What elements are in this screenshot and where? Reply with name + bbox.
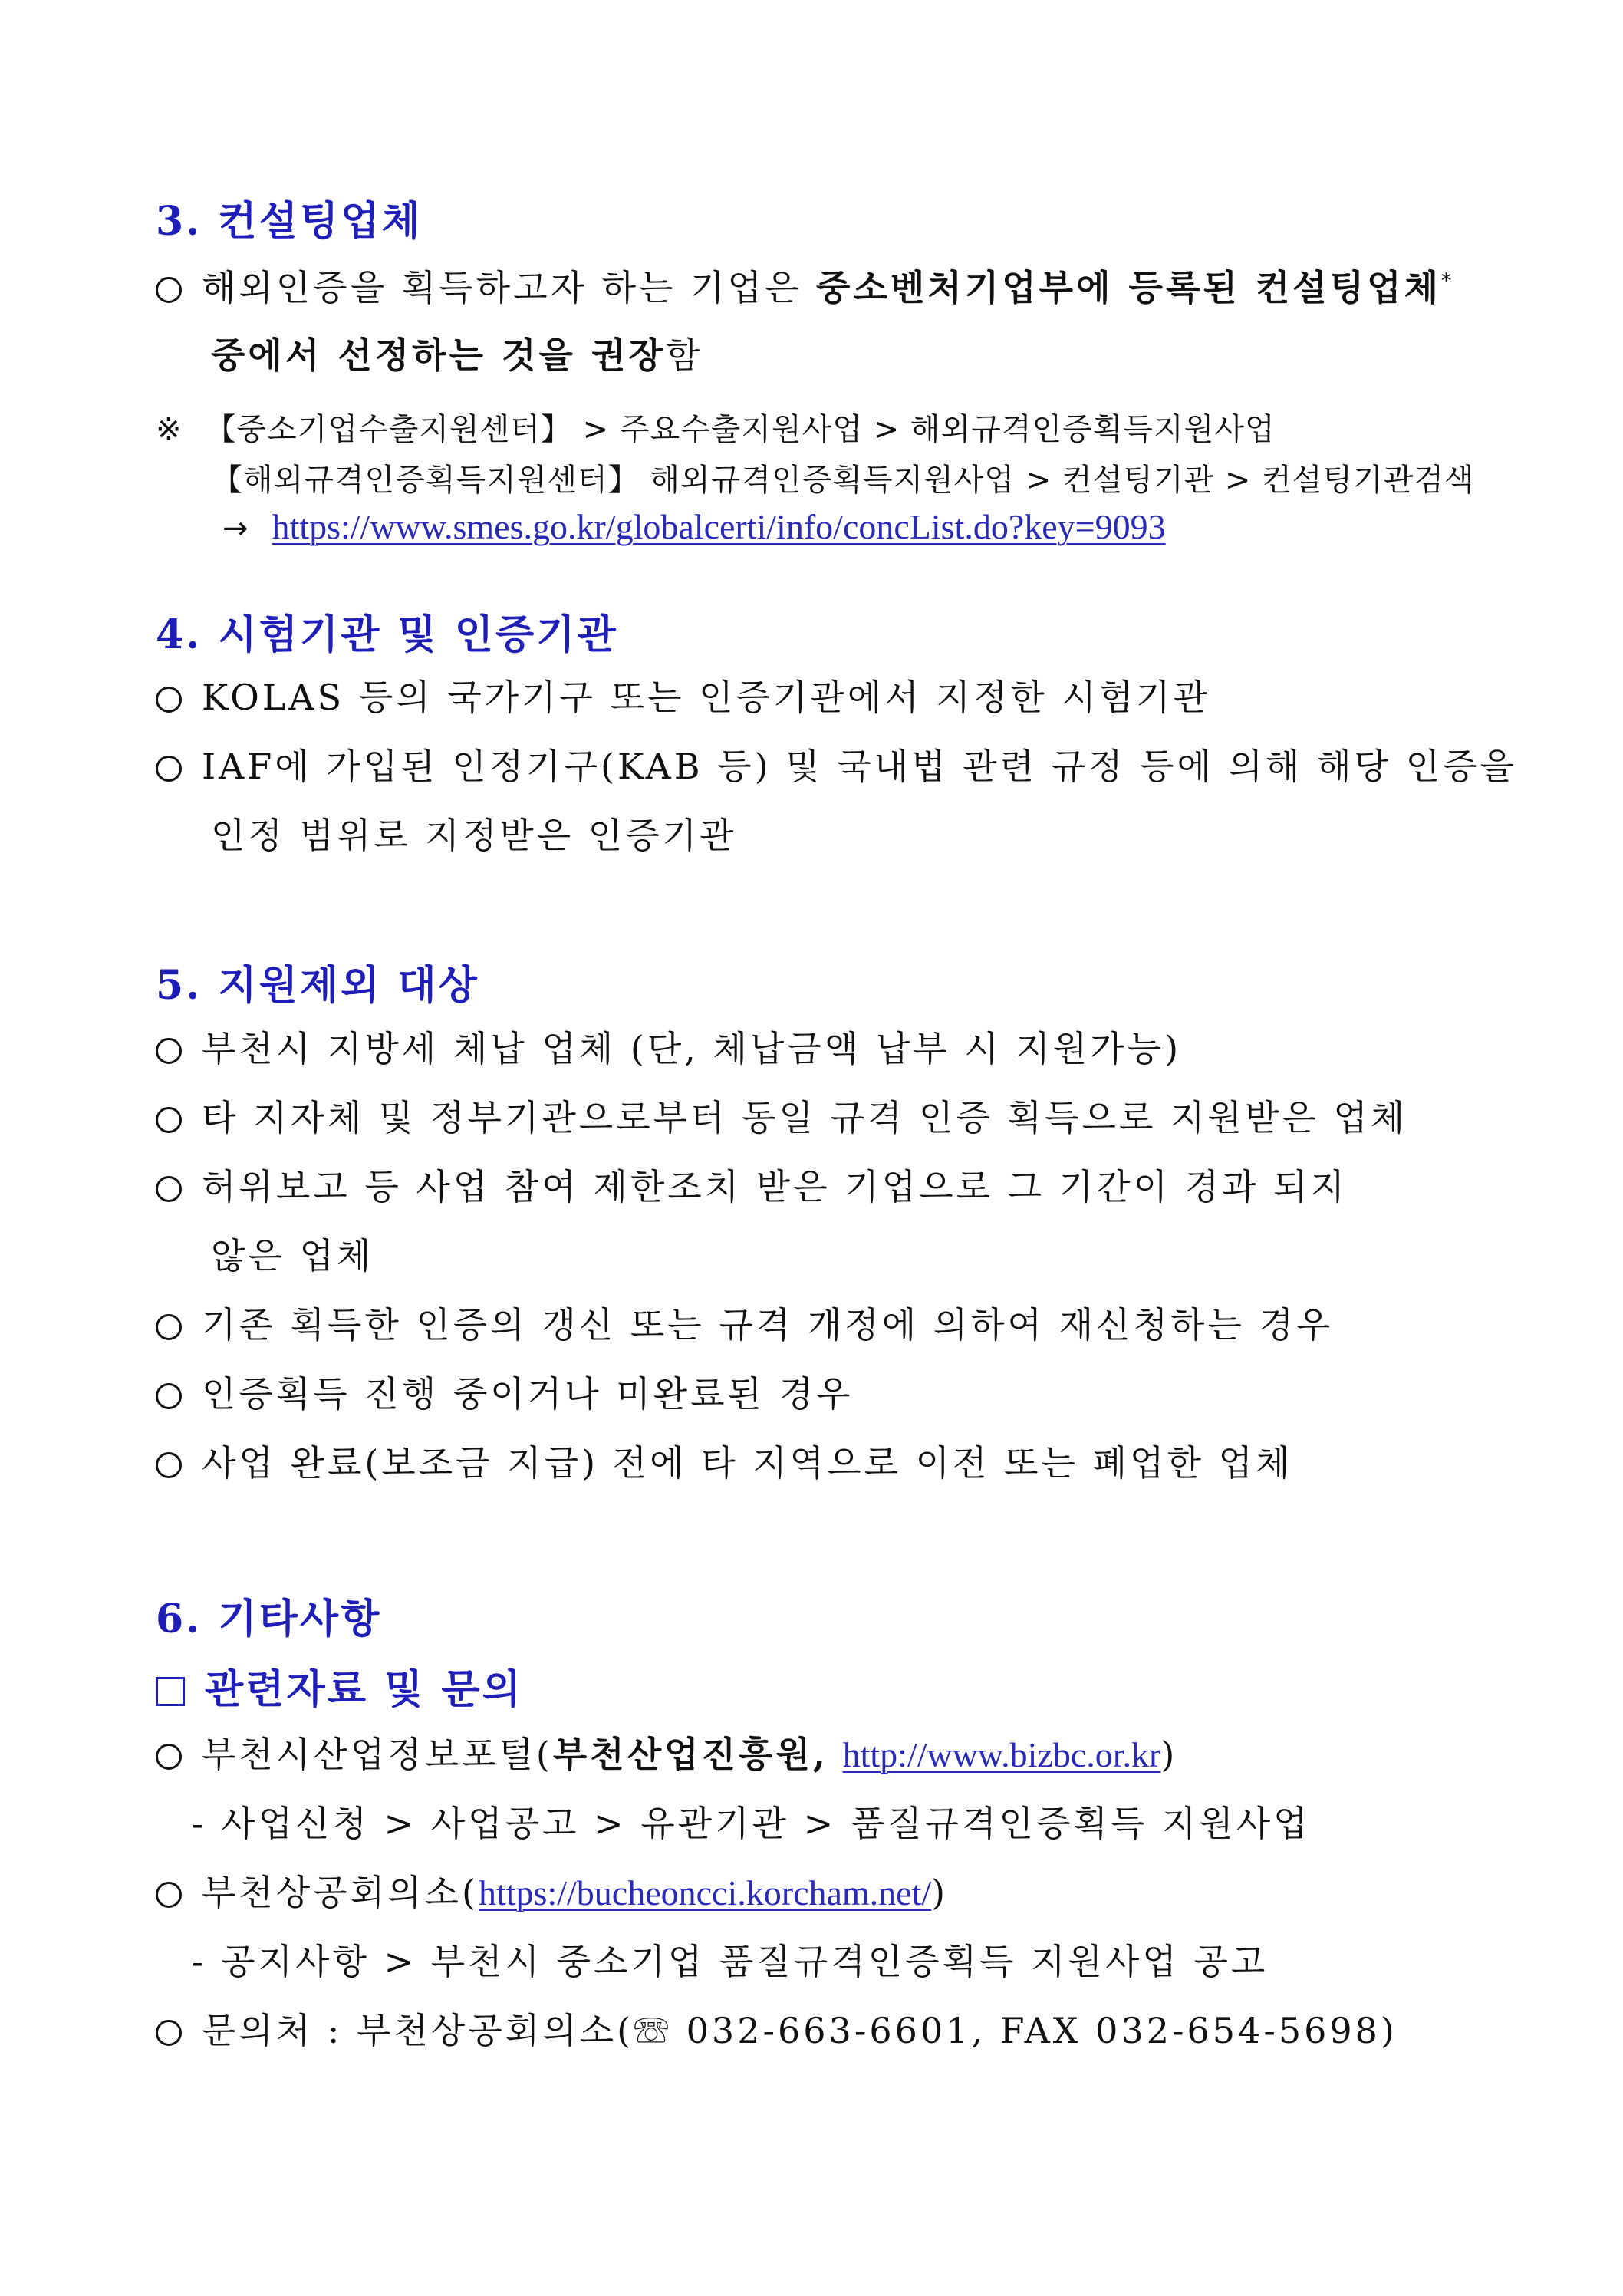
section-6-item-1: 부천시산업정보포털(부천산업진흥원, http://www.bizbc.or.kr) — [156, 1737, 1177, 1773]
section-6-title: 6. 기타사항 — [156, 1596, 382, 1642]
circle-bullet-icon — [156, 1176, 182, 1202]
circle-bullet-icon — [156, 1452, 182, 1478]
checkbox-square-icon — [156, 1677, 185, 1706]
section-5-item-1: 부천시 지방세 체납 업체 (단, 체납금액 납부 시 지원가능) — [156, 1031, 1181, 1066]
section-3-note-line-2: 【해외규격인증획득지원센터】 해외규격인증획득지원사업 > 컨설팅기관 > 컨설팅기관검색 — [212, 463, 1475, 498]
circle-bullet-icon — [156, 756, 182, 782]
bizbc-portal-link[interactable]: http://www.bizbc.or.kr — [842, 1735, 1161, 1774]
circle-bullet-icon — [156, 1882, 182, 1908]
reference-mark-icon: ※ — [156, 412, 183, 447]
section-6-subtitle: 관련자료 및 문의 — [156, 1657, 523, 1715]
section-5-item-4: 기존 획득한 인증의 갱신 또는 규격 개정에 의하여 재신청하는 경우 — [156, 1307, 1333, 1342]
section-4-item-2: IAF에 가입된 인정기구(KAB 등) 및 국내법 관련 규정 등에 의해 해당 인증을 — [156, 749, 1517, 784]
section-5-item-2: 타 지자체 및 정부기관으로부터 동일 규격 인증 획득으로 지원받은 업체 — [156, 1100, 1407, 1135]
section-4-title: 4. 시험기관 및 인증기관 — [156, 611, 618, 658]
circle-bullet-icon — [156, 1744, 182, 1770]
circle-bullet-icon — [156, 1107, 182, 1133]
section-5-item-6: 사업 완료(보조금 지급) 전에 타 지역으로 이전 또는 폐업한 업체 — [156, 1445, 1292, 1481]
circle-bullet-icon — [156, 1314, 182, 1340]
consulting-list-link[interactable]: https://www.smes.go.kr/globalcerti/info/concList.do?key=9093 — [272, 507, 1166, 546]
section-3-title: 3. 컨설팅업체 — [156, 198, 423, 245]
section-5-title: 5. 지원제외 대상 — [156, 962, 479, 1009]
section-5-item-3-cont: 않은 업체 — [211, 1235, 374, 1276]
section-3-note-line-1: ※ 【중소기업수출지원센터】 > 주요수출지원사업 > 해외규격인증획득지원사업 — [156, 412, 1276, 447]
arrow-right-icon: → — [222, 511, 249, 546]
emphasis-text: 중소벤처기업부에 등록된 컨설팅업체 — [816, 267, 1442, 308]
circle-bullet-icon — [156, 687, 182, 713]
section-6-item-1-path: - 사업신청 > 사업공고 > 유관기관 > 품질규격인증획득 지원사업 — [192, 1803, 1311, 1844]
circle-bullet-icon — [156, 1038, 182, 1064]
section-6-item-2-path: - 공지사항 > 부천시 중소기업 품질규격인증획득 지원사업 공고 — [192, 1941, 1269, 1982]
section-4-item-1: KOLAS 등의 국가기구 또는 인증기관에서 지정한 시험기관 — [156, 680, 1210, 715]
circle-bullet-icon — [156, 1383, 182, 1409]
bucheon-cci-link[interactable]: https://bucheoncci.korcham.net/ — [479, 1873, 932, 1912]
section-5-item-3: 허위보고 등 사업 참여 제한조치 받은 기업으로 그 기간이 경과 되지 — [156, 1169, 1348, 1204]
section-4-item-2-cont: 인정 범위로 지정받은 인증기관 — [211, 815, 737, 856]
circle-bullet-icon — [156, 2020, 182, 2046]
circle-bullet-icon — [156, 277, 182, 303]
section-6-item-2: 부천상공회의소(https://bucheoncci.korcham.net/) — [156, 1875, 948, 1911]
section-3-bullet-1-cont: 중에서 선정하는 것을 권장함 — [211, 334, 703, 376]
section-6-item-3-contact: 문의처 : 부천상공회의소(☏ 032-663-6601, FAX 032-654-5698) — [156, 2013, 1397, 2048]
section-3-note-line-3 — [222, 506, 1166, 547]
section-3-bullet-1: 해외인증을 획득하고자 하는 기업은 중소벤처기업부에 등록된 컨설팅업체* — [156, 270, 1454, 305]
section-5-item-5: 인증획득 진행 중이거나 미완료된 경우 — [156, 1376, 853, 1412]
